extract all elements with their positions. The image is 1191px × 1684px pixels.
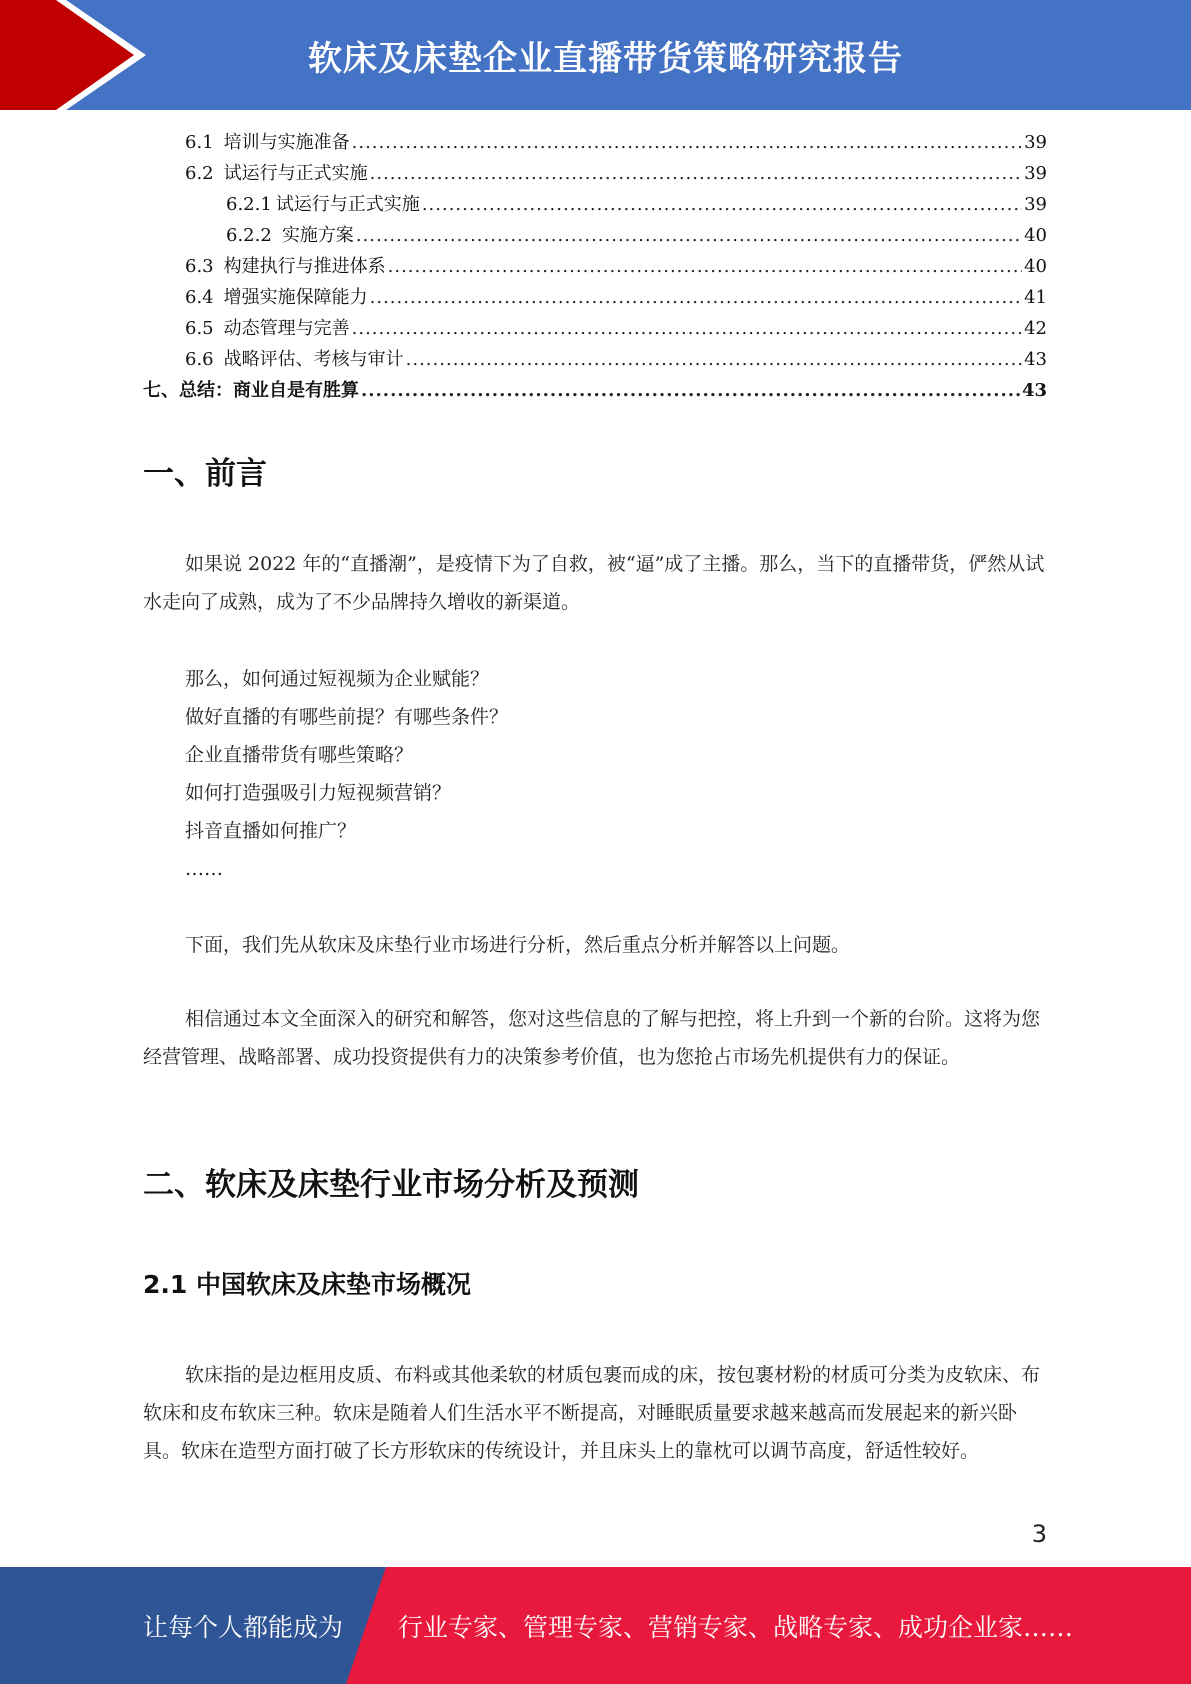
toc-leader-dots <box>422 194 1022 215</box>
toc-leader-dots <box>388 256 1022 277</box>
header-arrow-decoration <box>0 0 160 110</box>
question-item: 企业直播带货有哪些策略？ <box>185 744 414 766</box>
page-header-band <box>0 0 1191 110</box>
paragraph: 如果说 2022 年的“直播潮”，是疫情下为了自救，被“逼”成了主播。那么，当下的直播带货，俨然从试水走向了成熟，成为了不少品牌持久增收的新渠道。 <box>143 553 1045 613</box>
toc-entry[interactable] <box>143 252 1047 283</box>
toc-entry-title: 战略评估、考核与审计 <box>223 349 404 370</box>
paragraph: 相信通过本文全面深入的研究和解答，您对这些信息的了解与把控，将上升到一个新的台阶。这将为您经营管理、战略部署、成功投资提供有力的决策参考价值，也为您抢占市场先机提供有力的保证。 <box>143 1008 1041 1068</box>
toc-entry-title: 总结：商业自是有胜算 <box>179 380 359 401</box>
paragraph: 下面，我们先从软床及床垫行业市场进行分析，然后重点分析并解答以上问题。 <box>185 934 851 956</box>
section-heading: 二、软床及床垫行业市场分析及预测 <box>143 1167 639 1203</box>
toc-entry-page: 39 <box>1024 132 1047 153</box>
section-heading: 一、前言 <box>143 456 267 492</box>
preface-paragraph-1 <box>143 545 1047 621</box>
question-item: …… <box>185 858 223 880</box>
toc-leader-dots <box>356 225 1022 246</box>
toc-entry-number: 七、 <box>143 380 179 401</box>
toc-entry-title: 动态管理与完善 <box>223 318 350 339</box>
footer-slogan-right: 行业专家、管理专家、营销专家、战略专家、成功企业家…… <box>398 1612 1074 1642</box>
footer-slogan-left: 让每个人都能成为 <box>143 1612 344 1642</box>
market-paragraph-1 <box>143 1356 1047 1470</box>
toc-entry-title: 构建执行与推进体系 <box>223 256 386 277</box>
preface-paragraph-2 <box>143 926 1047 964</box>
toc-entry[interactable] <box>143 283 1047 314</box>
toc-entry-page: 40 <box>1024 225 1047 246</box>
toc-entry-number: 6.5 <box>185 318 214 339</box>
toc-entry-number: 6.6 <box>185 349 214 370</box>
question-item: 那么，如何通过短视频为企业赋能？ <box>185 668 490 690</box>
toc-entry[interactable] <box>143 221 1047 252</box>
subsection-heading: 2.1 中国软床及床垫市场概况 <box>143 1270 471 1299</box>
toc-entry-page: 39 <box>1024 194 1047 215</box>
toc-leader-dots <box>406 349 1022 370</box>
question-item: 做好直播的有哪些前提？有哪些条件？ <box>185 706 509 728</box>
toc-entry[interactable] <box>143 345 1047 376</box>
preface-paragraph-3 <box>143 1000 1047 1076</box>
toc-leader-dots <box>352 132 1022 153</box>
toc-leader-dots <box>352 318 1022 339</box>
toc-entry-page: 40 <box>1024 256 1047 277</box>
toc-leader-dots <box>370 287 1022 308</box>
toc-entry[interactable] <box>143 314 1047 345</box>
toc-entry-number: 6.2 <box>185 163 214 184</box>
report-title: 软床及床垫企业直播带货策略研究报告 <box>308 38 903 79</box>
toc-entry[interactable] <box>143 159 1047 190</box>
toc-entry-number: 6.3 <box>185 256 214 277</box>
toc-entry-number: 6.2.2 <box>226 225 272 246</box>
toc-entry-title: 培训与实施准备 <box>223 132 350 153</box>
page-footer-band <box>0 1567 1191 1684</box>
section-market-analysis <box>143 1159 1047 1204</box>
section-preface <box>143 448 1047 493</box>
toc-entry-number: 6.4 <box>185 287 214 308</box>
toc-entry[interactable] <box>143 190 1047 221</box>
toc-entry-page: 43 <box>1024 349 1047 370</box>
subsection-heading-block <box>143 1265 1047 1301</box>
question-item: 如何打造强吸引力短视频营销？ <box>185 782 452 804</box>
toc-entry[interactable] <box>143 128 1047 159</box>
toc-entry-title: 试运行与正式实施 <box>223 163 368 184</box>
toc-entry-number: 6.2.1 <box>226 194 272 215</box>
toc-entry-number: 6.1 <box>185 132 214 153</box>
toc-entry-title: 实施方案 <box>281 225 354 246</box>
toc-entry-page: 43 <box>1021 380 1047 401</box>
toc-entry-title: 试运行与正式实施 <box>275 194 420 215</box>
toc-leader-dots <box>370 163 1022 184</box>
paragraph: 软床指的是边框用皮质、布料或其他柔软的材质包裹而成的床，按包裹材粉的材质可分类为皮软床、布软床和皮布软床三种。软床是随着人们生活水平不断提高，对睡眠质量要求越来越高而发展起来的新兴卧具。软床在造型方面打破了长方形软床的传统设计，并且床头上的靠枕可以调节高度，舒适性较好。 <box>143 1364 1041 1462</box>
toc-entry-title: 增强实施保障能力 <box>223 287 368 308</box>
toc-entry-page: 42 <box>1024 318 1047 339</box>
page-number: 3 <box>1031 1520 1047 1548</box>
toc-entry-page: 39 <box>1024 163 1047 184</box>
toc-leader-dots <box>361 380 1020 401</box>
question-list <box>143 660 1089 888</box>
toc-entry-chapter[interactable] <box>143 376 1047 407</box>
table-of-contents <box>143 128 1047 407</box>
toc-entry-page: 41 <box>1024 287 1047 308</box>
question-item: 抖音直播如何推广？ <box>185 820 357 842</box>
